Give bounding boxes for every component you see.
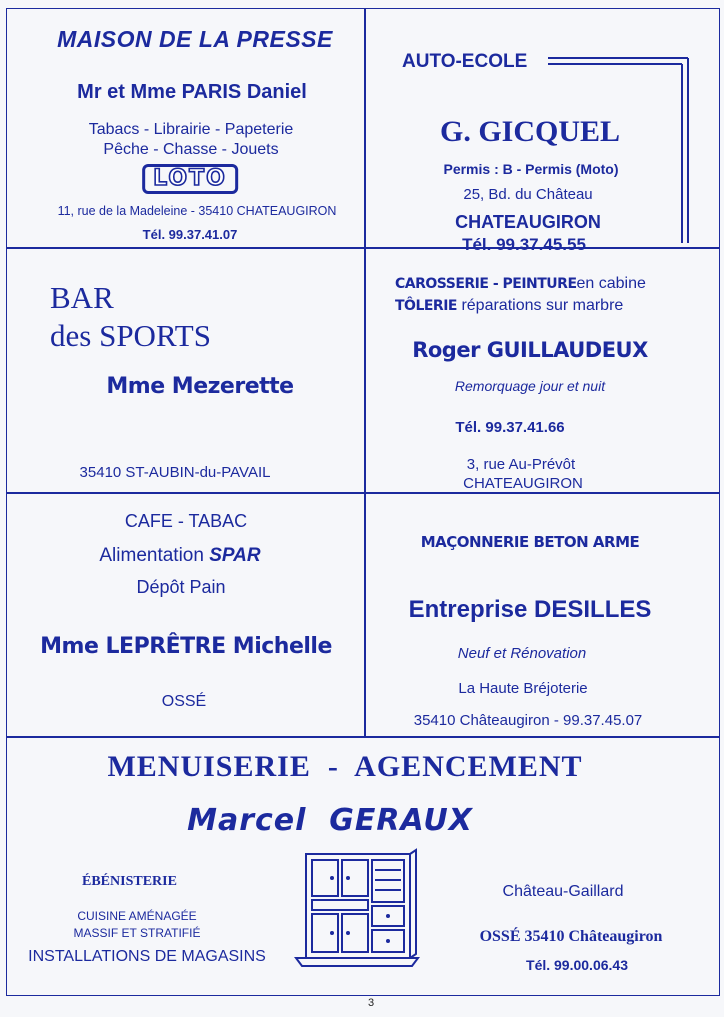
menuiserie-name: Marcel GERAUX xyxy=(187,803,473,838)
cafe-tabac-line1: CAFE - TABAC xyxy=(124,511,248,531)
carrosserie-line2 xyxy=(395,298,623,314)
menuiserie-phone: Tél. 99.00.06.43 xyxy=(526,957,628,973)
menuiserie-line2: MASSIF ET STRATIFIÉ xyxy=(73,926,201,940)
row-divider-1 xyxy=(6,247,720,249)
menuiserie-line3: INSTALLATIONS DE MAGASINS xyxy=(28,948,266,965)
bar-sports-line1: BAR xyxy=(50,280,114,315)
bar-sports-address: 35410 ST-AUBIN-du-PAVAIL xyxy=(79,464,271,481)
menuiserie-address: OSSÉ 35410 Châteaugiron xyxy=(479,928,663,945)
maison-presse-line2: Pêche - Chasse - Jouets xyxy=(103,141,279,158)
auto-ecole-title: AUTO-ECOLE xyxy=(402,51,528,72)
column-divider xyxy=(364,8,366,736)
row-divider-3 xyxy=(6,736,720,738)
menuiserie-title: MENUISERIE - AGENCEMENT xyxy=(107,750,583,783)
maison-presse-owner: Mr et Mme PARIS Daniel xyxy=(77,81,307,103)
maison-presse-address: 11, rue de la Madeleine - 35410 CHATEAUGIRON xyxy=(57,204,337,218)
carrosserie-line1-bold: CAROSSERIE - PEINTURE xyxy=(395,276,577,292)
carrosserie-name: Roger GUILLAUDEUX xyxy=(412,338,648,362)
bar-sports-owner: Mme Mezerette xyxy=(106,374,294,399)
auto-ecole-town: CHATEAUGIRON xyxy=(455,212,601,232)
row-divider-2 xyxy=(6,492,720,494)
maconnerie-title: MAÇONNERIE BETON ARME xyxy=(420,533,640,551)
cafe-tabac-line2 xyxy=(99,546,260,565)
maison-presse-title: MAISON DE LA PRESSE xyxy=(57,26,333,52)
loto-logo: LOTO xyxy=(142,164,238,194)
maconnerie-place: La Haute Bréjoterie xyxy=(458,680,588,697)
carrosserie-line2-bold: TÔLERIE xyxy=(395,298,457,314)
bar-sports-line2: des SPORTS xyxy=(50,318,211,353)
cafe-tabac-line3: Dépôt Pain xyxy=(136,577,226,597)
carrosserie-town: CHATEAUGIRON xyxy=(463,475,583,492)
menuiserie-line1: CUISINE AMÉNAGÉE xyxy=(77,909,197,923)
auto-ecole-phone: Tél. 99.37.45.55 xyxy=(462,235,586,254)
menuiserie-place: Château-Gaillard xyxy=(502,883,624,900)
carrosserie-address: 3, rue Au-Prévôt xyxy=(466,456,576,473)
carrosserie-line1-rest: en cabine xyxy=(576,275,646,292)
auto-ecole-address: 25, Bd. du Château xyxy=(463,186,593,203)
maison-presse-phone: Tél. 99.37.41.07 xyxy=(142,227,238,242)
carrosserie-phone: Tél. 99.37.41.66 xyxy=(455,419,565,436)
carrosserie-line2-rest: réparations sur marbre xyxy=(457,297,624,314)
menuiserie-trade: ÉBÉNISTERIE xyxy=(82,874,177,889)
maconnerie-address: 35410 Châteaugiron - 99.37.45.07 xyxy=(413,712,643,729)
auto-ecole-name: G. GICQUEL xyxy=(439,115,621,148)
page-number: 3 xyxy=(367,997,375,1009)
maconnerie-name: Entreprise DESILLES xyxy=(408,596,652,623)
maison-presse-line1: Tabacs - Librairie - Papeterie xyxy=(88,121,294,138)
cafe-tabac-line2-pre: Alimentation xyxy=(99,545,210,566)
carrosserie-line1 xyxy=(395,276,646,292)
spar-brand: SPAR xyxy=(209,545,261,566)
carrosserie-tagline: Remorquage jour et nuit xyxy=(454,378,606,394)
cabinet-illustration xyxy=(292,848,422,970)
maconnerie-tagline: Neuf et Rénovation xyxy=(457,645,587,662)
cafe-tabac-town: OSSÉ xyxy=(161,693,207,710)
cafe-tabac-owner: Mme LEPRÊTRE Michelle xyxy=(40,634,332,659)
auto-ecole-permits: Permis : B - Permis (Moto) xyxy=(443,161,619,177)
